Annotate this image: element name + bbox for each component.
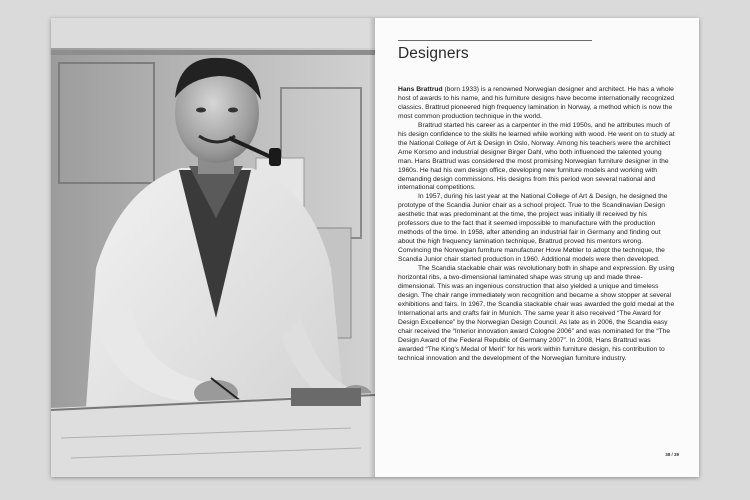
text-page bbox=[375, 18, 699, 477]
photo-page bbox=[51, 18, 375, 477]
article-body bbox=[398, 86, 676, 364]
paragraph-1-text: (born 1933) is a renowned Norwegian designer and architect. He has a whole host of awards to his name, and his furniture designs have become internationally recognized classics. Brattrud pioneered high frequency lamination in Norway, a method which is now the most common production technique in the world. bbox=[398, 86, 675, 120]
paragraph-4: The Scandia stackable chair was revolutionary both in shape and expression. By using horizontal ribs, a two-dimensional laminated shape was strung up and made three-dimensional. This was an ingenious construction that also yielded a unique and timeless design. The chair range immediately won recognition and became a show stopper at several exhibitions and fairs. In 1967, the Scandia stackable chair was awarded the gold medal at the International arts and crafts fair in Munich. The same year it also received “The Award for Design Excellence” by the Norwegian Design Council. As late as in 2006, the Scandia easy chair received the “Interior innovation award Cologne 2006” and was nominated for the “The Design Award of the Federal Republic of Germany 2007”. In 2008, Hans Brattrud was awarded “The King's Medal of Merit” for his work within furniture design, his contribution to technical innovation and the development of the Norwegian furniture industry. bbox=[398, 265, 675, 362]
paragraph-3: In 1957, during his last year at the National College of Art & Design, he designed the prototype of the Scandia Junior chair as a school project. True to the Scandinavian Design aesthetic that was predominant at the time, the project was initially ill received by his professors due to the fact that it seemed impossible to manufacture with the production methods of the time. In 1958, after attending an industrial fair in Germany and finding out about the high frequency lamination technique, Brattrud proved his mentors wrong. Convincing the Norwegian furniture manufacturer Hove Møbler to adopt the technique, the Scandia Junior chair started production in 1960. Additional models were then developed. bbox=[398, 193, 668, 264]
designer-portrait-photo bbox=[51, 18, 375, 477]
paragraph-1 bbox=[398, 86, 676, 122]
paragraph-2: Brattrud started his career as a carpenter in the mid 1950s, and he attributes much of his design confidence to the skills he learned while working with wood. He went on to study at the National College of Art & Design in Oslo, Norway. Among his teachers were the architect Arne Korsmo and industrial designer Birger Dahl, who both influenced the talented young man. Hans Brattrud was considered the most promising Norwegian furniture designer in the 1960s. He had his own design office, developing new furniture models and working with demanding design commissions. His designs from this period won several national and international competitions. bbox=[398, 121, 675, 192]
title-rule bbox=[398, 40, 592, 41]
book-spread bbox=[51, 18, 699, 477]
page-title: Designers bbox=[398, 45, 469, 62]
page-number: 38 / 39 bbox=[665, 452, 679, 457]
designer-name: Hans Brattrud bbox=[398, 86, 443, 93]
